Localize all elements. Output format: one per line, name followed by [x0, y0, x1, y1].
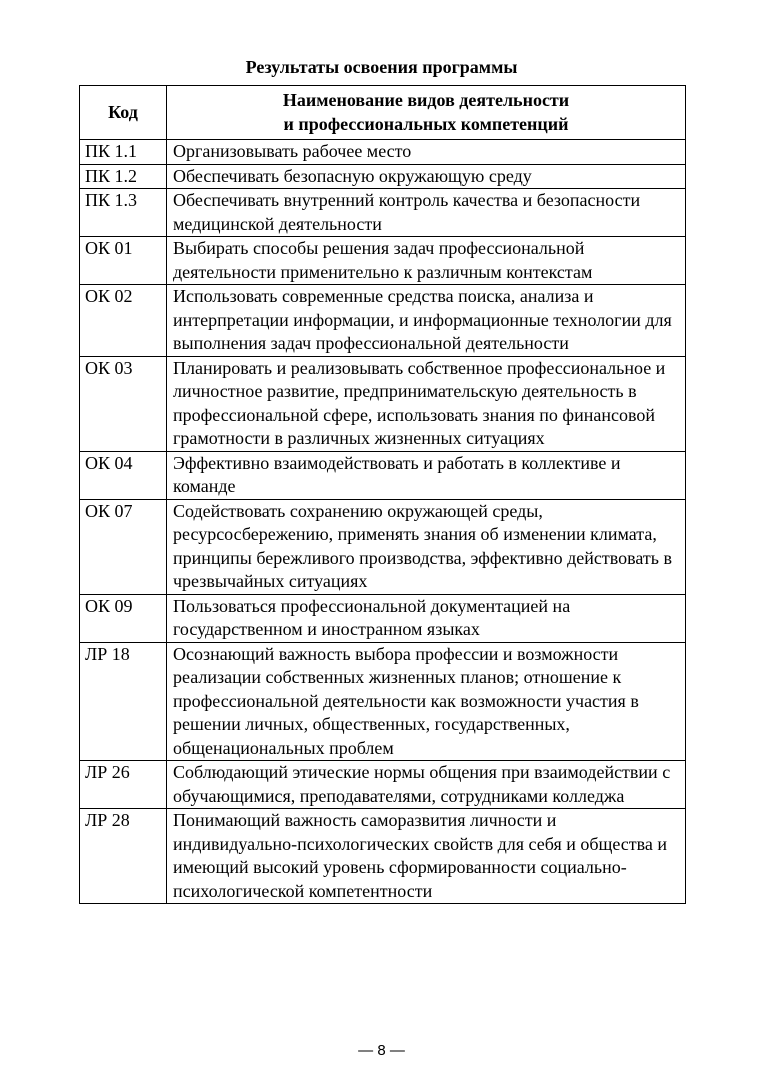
- row-text: Эффективно взаимодействовать и работать в коллективе и команде: [167, 451, 686, 499]
- table-row: [80, 594, 686, 642]
- row-code: ЛР 26: [80, 761, 167, 809]
- row-code: ПК 1.3: [80, 189, 167, 237]
- table-row: [80, 237, 686, 285]
- row-code: ОК 04: [80, 451, 167, 499]
- table-header-row: [80, 86, 686, 140]
- row-text: Выбирать способы решения задач профессиональной деятельности применительно к различным контекстам: [167, 237, 686, 285]
- row-code: ОК 03: [80, 356, 167, 451]
- row-code: ОК 01: [80, 237, 167, 285]
- table-row: [80, 499, 686, 594]
- table-row: [80, 809, 686, 904]
- row-code: ОК 07: [80, 499, 167, 594]
- column-header-name-line2: и профессиональных компетенций: [283, 113, 569, 134]
- table-row: [80, 356, 686, 451]
- row-code: ЛР 28: [80, 809, 167, 904]
- column-header-name-line1: Наименование видов деятельности: [282, 90, 570, 110]
- table-row: [80, 642, 686, 761]
- table-row: [80, 189, 686, 237]
- table-row: [80, 761, 686, 809]
- table-row: [80, 285, 686, 357]
- row-code: ОК 02: [80, 285, 167, 357]
- row-text: Осознающий важность выбора профессии и возможности реализации собственных жизненных планов; отношение к профессиональной деятельности как возможности участия в решении личных, общественных, государственных, общенациональных проблем: [167, 642, 686, 761]
- competencies-table: [79, 85, 686, 904]
- column-header-name: [167, 86, 686, 140]
- row-text: Использовать современные средства поиска, анализа и интерпретации информации, и информационные технологии для выполнения задач профессиональной деятельности: [167, 285, 686, 357]
- column-header-code: Код: [80, 86, 167, 140]
- table-row: [80, 164, 686, 189]
- row-code: ОК 09: [80, 594, 167, 642]
- row-text: Организовывать рабочее место: [167, 140, 686, 165]
- row-code: ПК 1.1: [80, 140, 167, 165]
- page-number: — 8 —: [358, 1042, 405, 1059]
- page-title: Результаты освоения программы: [245, 57, 518, 77]
- row-text: Пользоваться профессиональной документацией на государственном и иностранном языках: [167, 594, 686, 642]
- row-text: Планировать и реализовывать собственное профессиональное и личностное развитие, предпринимательскую деятельность в профессиональной сфере, использовать знания по финансовой грамотности в различных жизненных ситуациях: [167, 356, 686, 451]
- row-text: Содействовать сохранению окружающей среды, ресурсосбережению, применять знания об изменении климата, принципы бережливого производства, эффективно действовать в чрезвычайных ситуациях: [167, 499, 686, 594]
- row-text: Понимающий важность саморазвития личности и индивидуально-психологических свойств для себя и общества и имеющий высокий уровень сформированности социально-психологической компетентности: [167, 809, 686, 904]
- table-row: [80, 451, 686, 499]
- row-code: ПК 1.2: [80, 164, 167, 189]
- row-text: Обеспечивать внутренний контроль качества и безопасности медицинской деятельности: [167, 189, 686, 237]
- table-row: [80, 140, 686, 165]
- row-text: Обеспечивать безопасную окружающую среду: [167, 164, 686, 189]
- row-text: Соблюдающий этические нормы общения при взаимодействии с обучающимися, преподавателями, сотрудниками колледжа: [167, 761, 686, 809]
- row-code: ЛР 18: [80, 642, 167, 761]
